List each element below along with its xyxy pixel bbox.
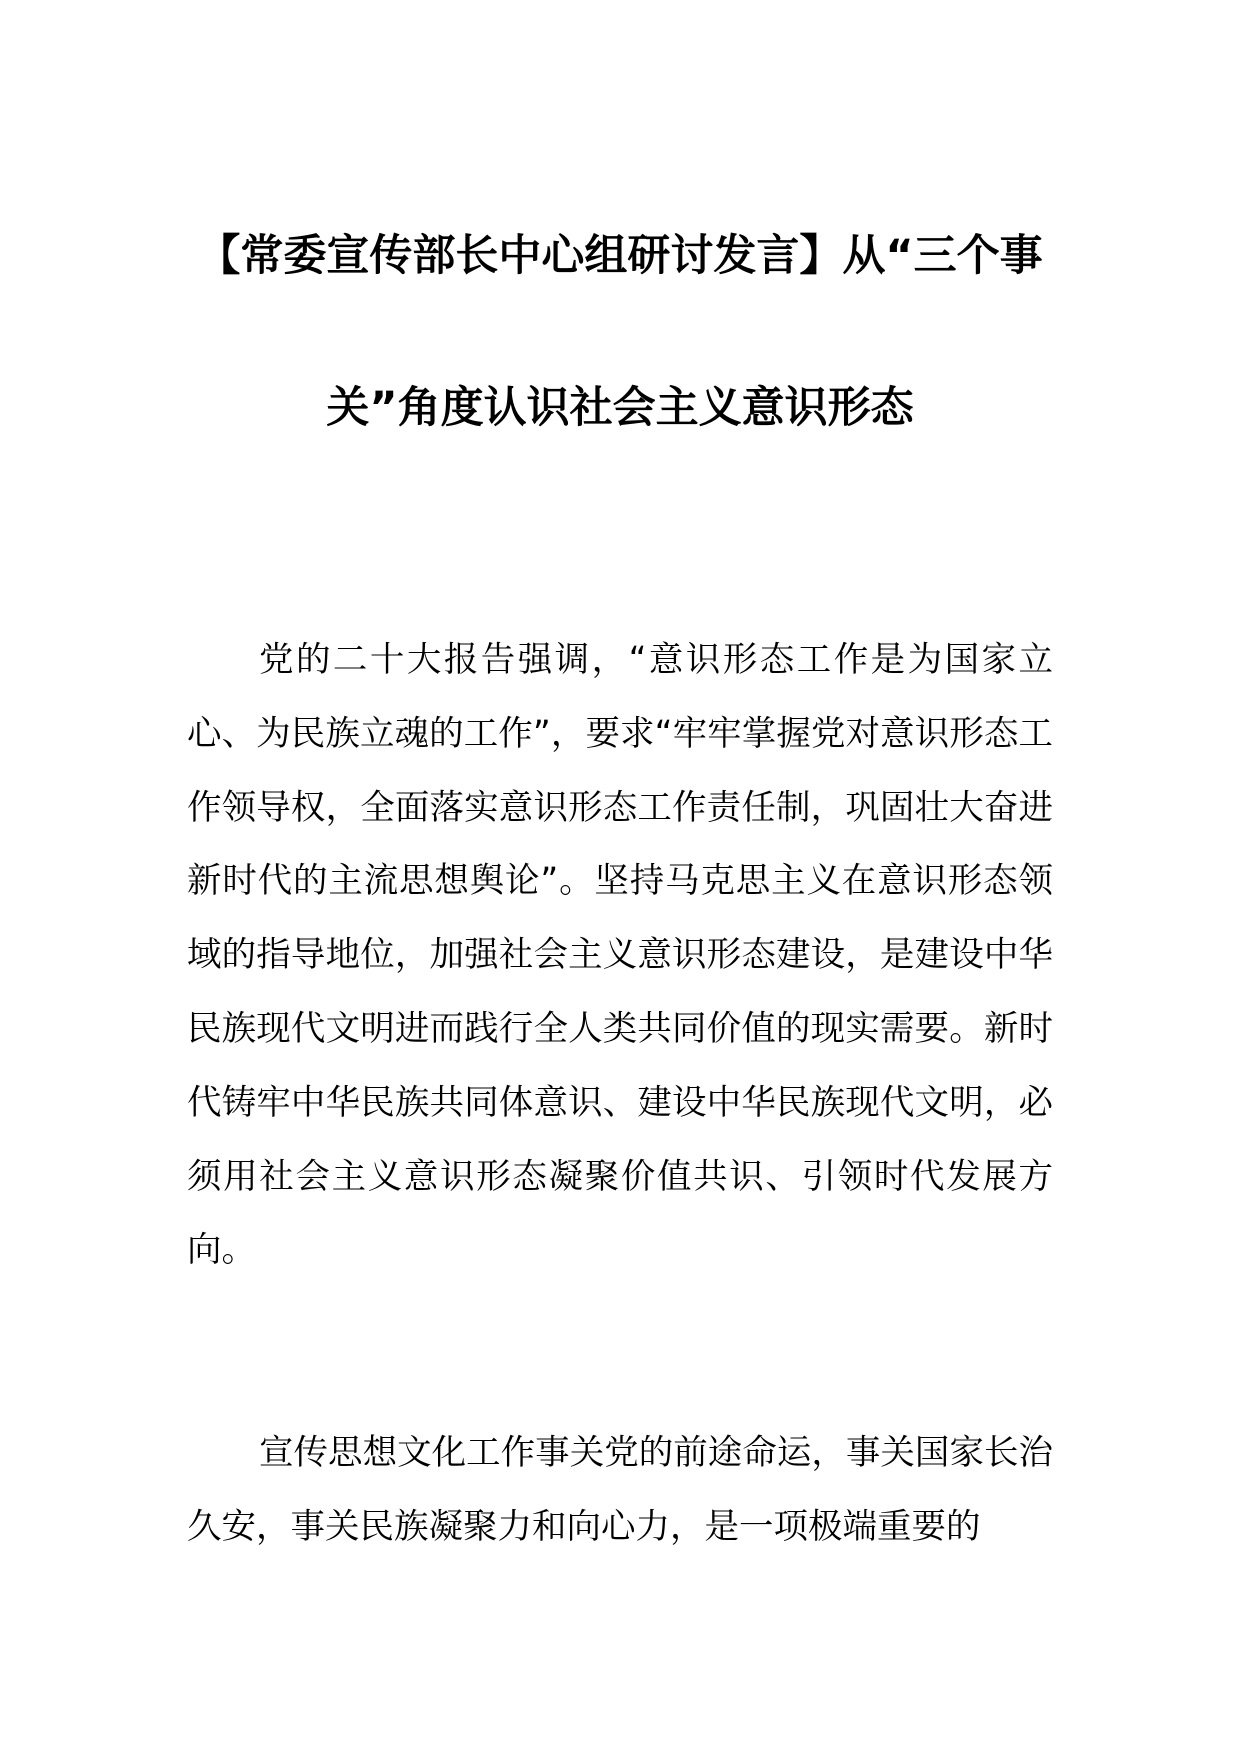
body-paragraph: 党的二十大报告强调，“意识形态工作是为国家立心、为民族立魂的工作”，要求“牢牢掌握党对意识形态工作领导权，全面落实意识形态工作责任制，巩固壮大奋进新时代的主流思想舆论”。坚持马克思主义在意识形态领域的指导地位，加强社会主义意识形态建设，是建设中华民族现代文明进而践行全人类共同价值的现实需要。新时代铸牢中华民族共同体意识、建设中华民族现代文明，必须用社会主义意识形态凝聚价值共识、引领时代发展方向。: [187, 640, 1053, 1271]
document-title: 【常委宣传部长中心组研讨发言】从“三个事关”角度认识社会主义意识形态: [197, 231, 1043, 433]
body-paragraph: 宣传思想文化工作事关党的前途命运，事关国家长治久安，事关民族凝聚力和向心力，是一项极端重要的: [187, 1433, 1053, 1547]
